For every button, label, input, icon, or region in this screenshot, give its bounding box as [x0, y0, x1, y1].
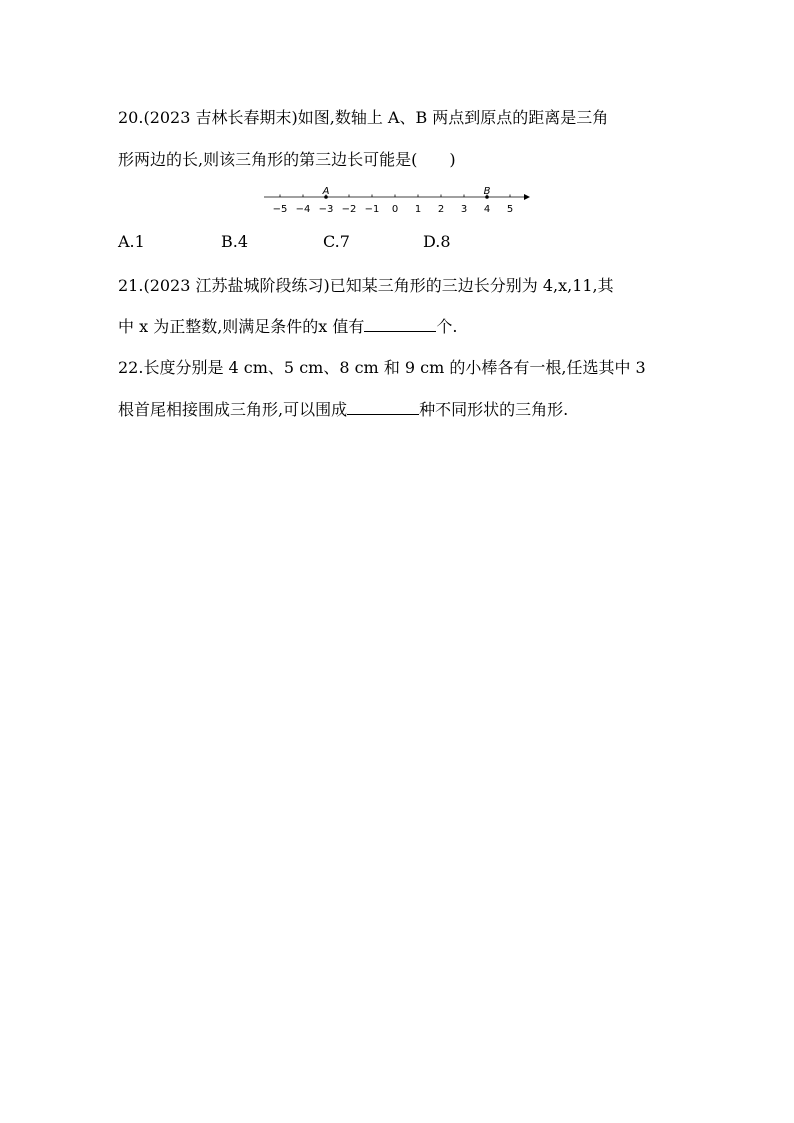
tick-label: 4 — [483, 204, 491, 215]
option-d[interactable]: D.8 — [423, 232, 451, 251]
tick-label: 5 — [506, 204, 514, 215]
q21-text-after: 个. — [436, 317, 458, 336]
point-b-label: B — [483, 186, 491, 197]
tick-label: −1 — [364, 204, 380, 215]
number-line-figure — [262, 186, 542, 222]
tick-label: 3 — [460, 204, 468, 215]
option-b[interactable]: B.4 — [221, 232, 249, 251]
q20-text-line1: 20.(2023 吉林长春期末)如图,数轴上 A、B 两点到原点的距离是三角 — [118, 108, 609, 127]
q21-text-line1: 21.(2023 江苏盐城阶段练习)已知某三角形的三边长分别为 4,x,11,其 — [118, 276, 614, 295]
tick-label: −4 — [295, 204, 311, 215]
q21-text-before: 中 x 为正整数,则满足条件的x 值有 — [118, 317, 365, 336]
tick-label: 2 — [437, 204, 445, 215]
q22-text-before: 根首尾相接围成三角形,可以围成 — [118, 400, 348, 419]
option-a[interactable]: A.1 — [118, 232, 145, 251]
tick-label: 0 — [391, 204, 399, 215]
tick-label: −3 — [318, 204, 334, 215]
q21-answer-blank[interactable] — [364, 317, 436, 332]
q22-text-line2 — [118, 400, 568, 420]
q22-answer-blank[interactable] — [347, 400, 419, 415]
q21-text-line2 — [118, 317, 458, 337]
q22-text-line1: 22.长度分别是 4 cm、5 cm、8 cm 和 9 cm 的小棒各有一根,任选其中 3 — [118, 358, 646, 377]
axis-arrow-icon — [524, 194, 530, 200]
tick-label: 1 — [414, 204, 422, 215]
q20-text-line2: 形两边的长,则该三角形的第三边长可能是( ) — [118, 150, 456, 169]
option-c[interactable]: C.7 — [323, 232, 350, 251]
tick-label: −2 — [341, 204, 357, 215]
tick-label: −5 — [272, 204, 288, 215]
q22-text-after: 种不同形状的三角形. — [419, 400, 569, 419]
point-a-label: A — [322, 186, 330, 197]
